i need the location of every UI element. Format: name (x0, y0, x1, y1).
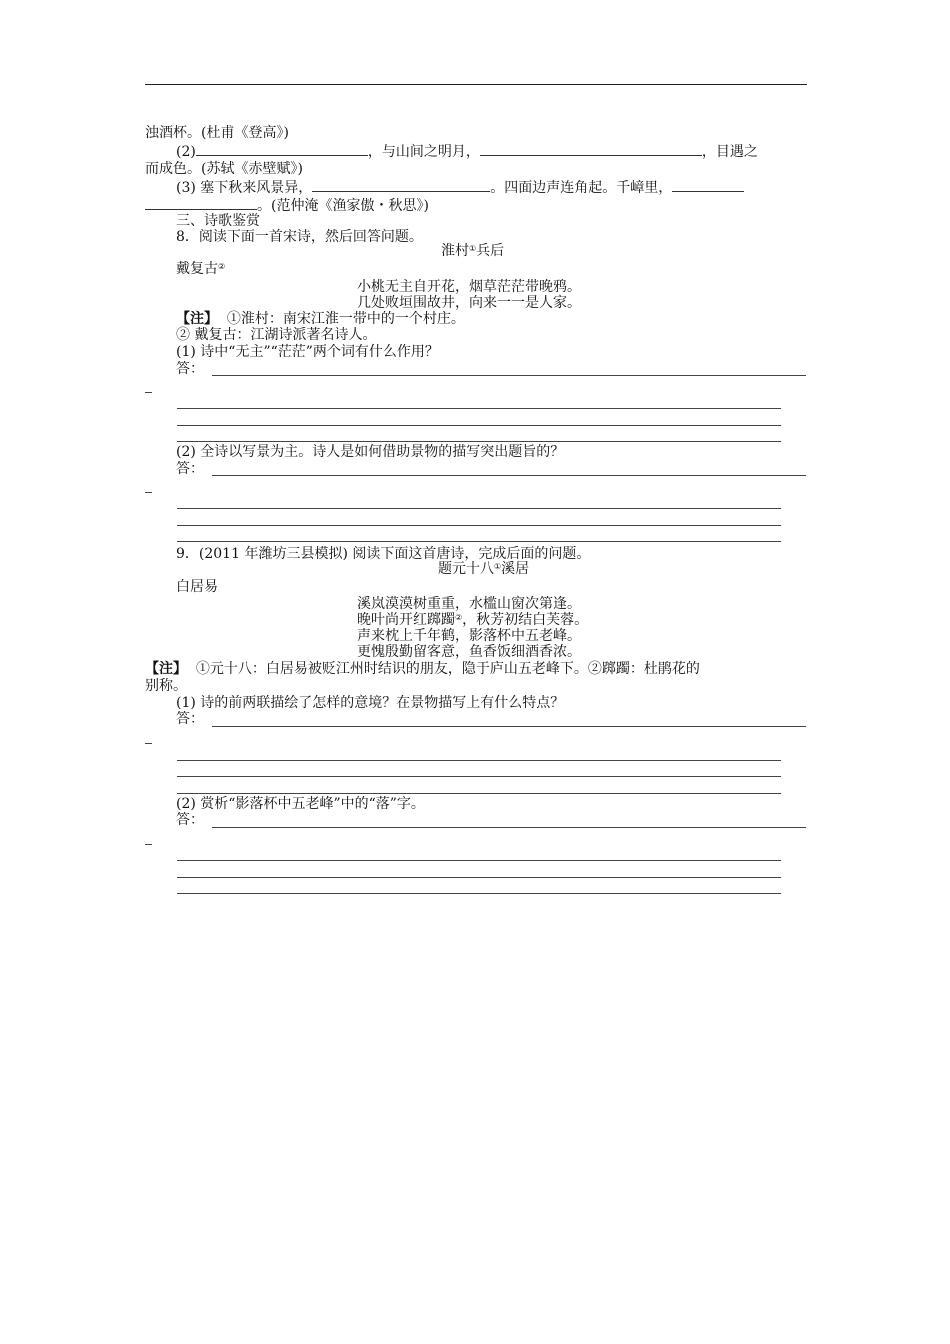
q2-blank-2[interactable] (480, 142, 702, 156)
q9-poem-footnote: ② (455, 613, 463, 622)
q8-answer-line[interactable] (212, 375, 806, 376)
q8-answer-line[interactable] (177, 541, 781, 542)
q8-answer-line[interactable] (177, 408, 781, 409)
q9-answer-line[interactable] (177, 793, 781, 794)
q8-note-2: ② 戴复古：江湖诗派著名诗人。 (176, 327, 377, 343)
q8-author-name: 戴复古 (176, 261, 218, 277)
q8-sub-question-1: (1) 诗中“无主”“茫茫”两个词有什么作用？ (176, 344, 439, 360)
q3-line (176, 178, 744, 197)
q9-note-1 (145, 660, 700, 678)
q9-answer-label-1: 答： (176, 711, 204, 727)
q8-author-footnote: ② (218, 262, 226, 271)
q9-sub-question-1: (1) 诗的前两联描绘了怎样的意境？在景物描写上有什么特点？ (176, 695, 565, 711)
q8-note-label: 【注】 (176, 311, 218, 327)
q8-answer-line[interactable] (177, 508, 781, 509)
q9-answer-line[interactable] (145, 743, 152, 744)
q8-answer-label-2: 答： (176, 461, 204, 477)
header-rule (145, 84, 807, 85)
q9-title-text-2: 溪居 (501, 561, 530, 577)
q8-answer-line[interactable] (145, 492, 152, 493)
q9-answer-line[interactable] (212, 827, 806, 828)
q8-intro: 8．阅读下面一首宋诗，然后回答问题。 (176, 229, 423, 245)
q2-line (176, 142, 758, 161)
q3-source: 。(范仲淹《渔家傲・秋思》) (257, 198, 429, 214)
q9-answer-label-2: 答： (176, 812, 204, 828)
q9-note-2: 别称。 (145, 678, 187, 694)
q9-title-footnote: ① (494, 562, 502, 571)
q2-blank-1[interactable] (196, 142, 368, 156)
q9-answer-line[interactable] (145, 844, 152, 845)
q8-answer-line[interactable] (212, 475, 806, 476)
q8-note-1-text: ①淮村：南宋江淮一带中的一个村庄。 (226, 311, 465, 327)
q2-mid: ，与山间之明月， (367, 144, 480, 160)
q8-title-text-2: 兵后 (476, 243, 505, 259)
q8-poem-line-2: 几处败垣围故井，向来一一是人家。 (357, 295, 581, 311)
q8-poem-title (441, 242, 504, 260)
q3-blank-1[interactable] (312, 178, 490, 192)
q9-poem-line-2-text: 晚叶尚开红踯躅 (357, 612, 455, 628)
q3-blank-3[interactable] (145, 196, 257, 210)
q9-answer-line[interactable] (177, 776, 781, 777)
q8-answer-line[interactable] (177, 525, 781, 526)
q8-answer-line[interactable] (145, 392, 152, 393)
q9-answer-line[interactable] (177, 877, 781, 878)
q3-mid: 。四面边声连角起。千嶂里， (490, 180, 673, 196)
q9-note-label: 【注】 (145, 661, 187, 677)
q9-poem-line-3: 声来枕上千年鹤，影落杯中五老峰。 (357, 628, 581, 644)
line-continuation-1: 浊酒杯。(杜甫《登高》) (145, 125, 289, 141)
q9-answer-line[interactable] (177, 760, 781, 761)
q8-answer-line[interactable] (177, 425, 781, 426)
q8-title-text: 淮村 (441, 243, 469, 259)
q9-poem-line-1: 溪岚漠漠树重重，水槛山窗次第逢。 (357, 596, 581, 612)
q2-line-2: 而成色。(苏轼《赤壁赋》) (145, 161, 303, 177)
q9-answer-line[interactable] (212, 726, 806, 727)
q2-prefix: (2) (176, 144, 196, 160)
q9-poem-line-2-text-2: ，秋芳初结白芙蓉。 (462, 612, 589, 628)
q8-answer-label-1: 答： (176, 361, 204, 377)
q9-note-text: ①元十八：白居易被贬江州时结识的朋友，隐于庐山五老峰下。②踯躅：杜鹃花的 (195, 661, 700, 677)
q9-poem-line-4: 更愧殷勤留客意，鱼香饭细酒香浓。 (357, 644, 581, 660)
q9-sub-question-2: (2) 赏析“影落杯中五老峰”中的“落”字。 (176, 796, 425, 812)
q9-poem-title (438, 560, 529, 578)
q3-blank-2[interactable] (672, 178, 744, 192)
q9-answer-line[interactable] (177, 860, 781, 861)
q9-answer-line[interactable] (177, 893, 781, 894)
q9-intro: 9．(2011 年潍坊三县模拟) 阅读下面这首唐诗，完成后面的问题。 (176, 546, 591, 562)
q9-author: 白居易 (176, 579, 218, 595)
q8-poem-line-1: 小桃无主自开花，烟草茫茫带晚鸦。 (357, 279, 581, 295)
section-heading: 三、诗歌鉴赏 (176, 213, 260, 229)
q8-title-footnote: ① (469, 244, 477, 253)
q3-prefix: (3) 塞下秋来风景异， (176, 180, 313, 196)
q2-end: ，目遇之 (701, 144, 758, 160)
q9-title-text: 题元十八 (438, 561, 494, 577)
q8-answer-line[interactable] (177, 441, 781, 442)
q8-sub-question-2: (2) 全诗以写景为主。诗人是如何借助景物的描写突出题旨的？ (176, 444, 565, 460)
q8-author (176, 260, 225, 278)
